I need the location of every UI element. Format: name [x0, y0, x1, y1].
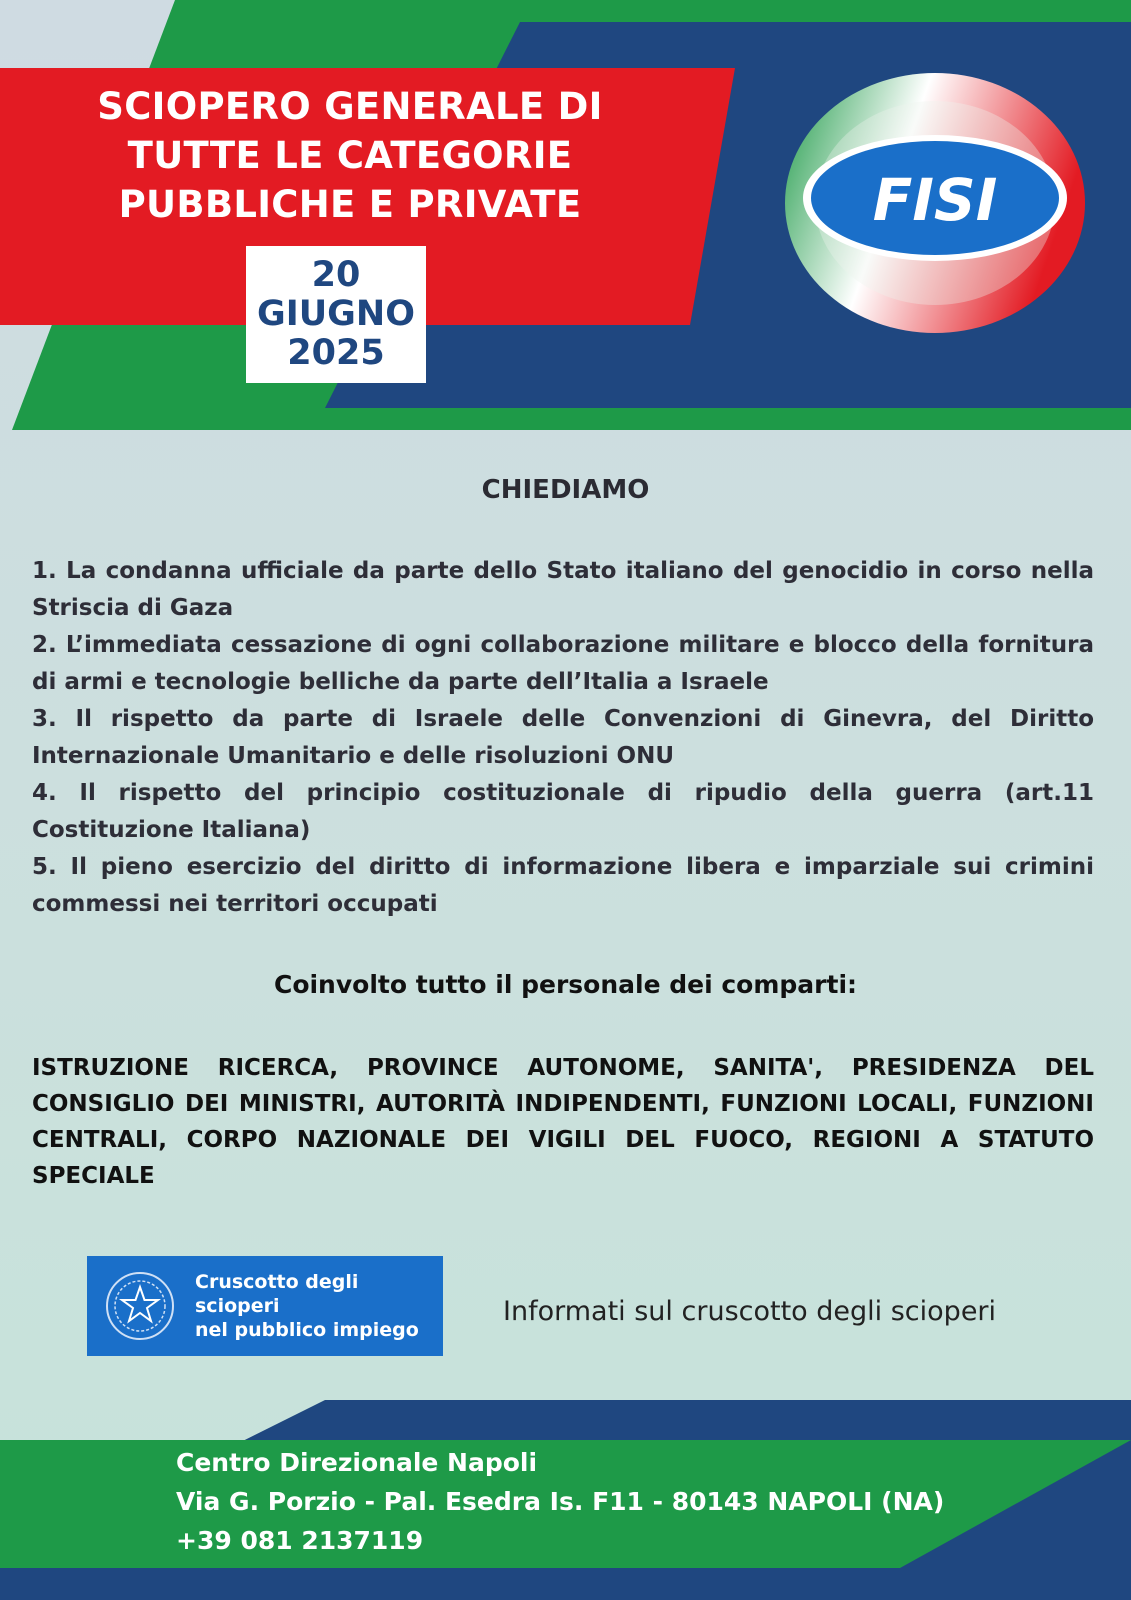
date-month: GIUGNO — [257, 294, 415, 334]
date-day: 20 — [311, 255, 361, 295]
demand-item: 5. Il pieno esercizio del diritto di informazione libera e imparziale sui crimini commessi nei territori occupati — [32, 854, 1094, 917]
italian-emblem-icon — [103, 1269, 177, 1343]
title-line: TUTTE LE CATEGORIE — [127, 134, 573, 177]
cruscotto-info-text: Informati sul cruscotto degli scioperi — [503, 1296, 997, 1327]
logo-text: FISI — [872, 166, 998, 234]
sectors-list: ISTRUZIONE RICERCA, PROVINCE AUTONOME, SANITA', PRESIDENZA DEL CONSIGLIO DEI MINISTRI, AUTORITÀ INDIPENDENTI, FUNZIONI LOCALI, FUNZIONI CENTRALI, CORPO NAZIONALE DEI VIGILI DEL FUOCO, REGIONI A STATUTO SPECIALE — [32, 1055, 1094, 1189]
demand-item: 2. L’immediata cessazione di ogni collaborazione militare e blocco della fornitura di armi e tecnologie belliche da parte dell’Italia a Israele — [32, 632, 1094, 695]
cruscotto-line: nel pubblico impiego — [195, 1319, 419, 1341]
footer-line: Via G. Porzio - Pal. Esedra Is. F11 - 80143 NAPOLI (NA) — [176, 1487, 945, 1516]
demand-item: 4. Il rispetto del principio costituzionale di ripudio della guerra (art.11 Costituzione Italiana) — [32, 780, 1094, 843]
title-line: SCIOPERO GENERALE DI — [97, 85, 603, 128]
date-year: 2025 — [287, 333, 385, 373]
sectors-heading: Coinvolto tutto il personale dei comparti: — [273, 970, 858, 999]
strike-date — [246, 246, 426, 383]
demands-list — [32, 553, 1094, 923]
page-title — [20, 82, 680, 229]
title-line: PUBBLICHE E PRIVATE — [118, 183, 582, 226]
demands-heading: CHIEDIAMO — [481, 475, 650, 505]
cruscotto-label — [195, 1270, 443, 1342]
demand-item: 3. Il rispetto da parte di Israele delle Convenzioni di Ginevra, del Diritto Internazionale Umanitario e delle risoluzioni ONU — [32, 706, 1094, 769]
footer-line: Centro Direzionale Napoli — [176, 1448, 538, 1477]
footer-address — [176, 1443, 944, 1560]
cruscotto-line: Cruscotto degli scioperi — [195, 1271, 359, 1317]
footer-phone[interactable]: +39 081 2137119 — [176, 1526, 424, 1555]
demand-item: 1. La condanna ufficiale da parte dello Stato italiano del genocidio in corso nella Striscia di Gaza — [32, 558, 1094, 621]
cruscotto-banner[interactable] — [87, 1256, 443, 1356]
fisi-logo — [780, 68, 1090, 338]
